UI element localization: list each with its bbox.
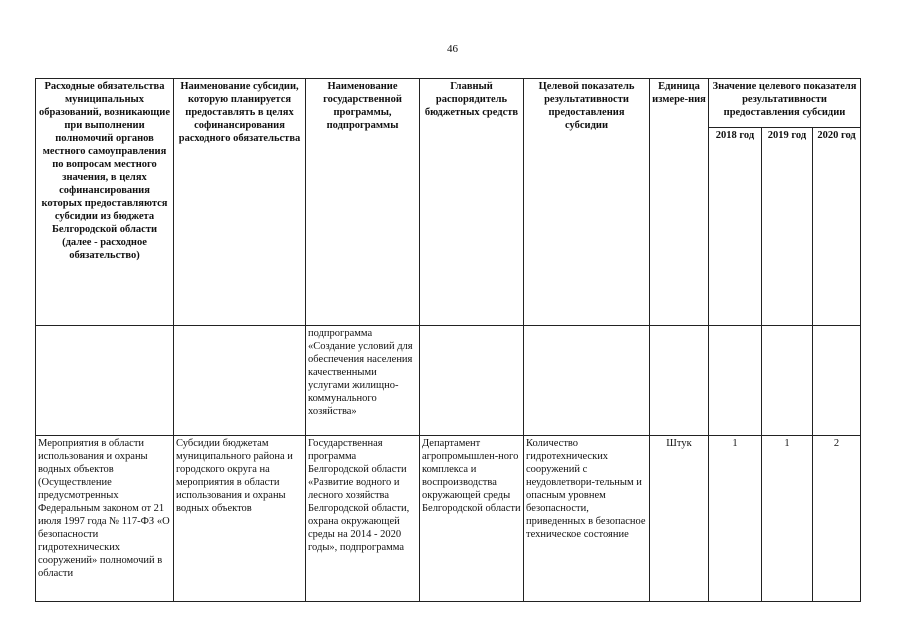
header-obligations: Расходные обязательства муниципальных образований, возникающие при выполнении полномочий органов местного самоуправления по вопросам местного значения, в целях софинансирования которых предоставляются субсидии из бюджета Белгородской области (далее - расходное обязательство)	[36, 79, 174, 326]
row1-administrator	[420, 326, 524, 436]
header-administrator: Главный распорядитель бюджетных средств	[420, 79, 524, 326]
row1-subsidy-name	[174, 326, 306, 436]
row2-unit: Штук	[650, 436, 709, 602]
header-row	[36, 79, 861, 128]
header-subsidy-name: Наименование субсидии, которую планируется предоставлять в целях софинансирования расходного обязательства	[174, 79, 306, 326]
row2-administrator: Департамент агропромышлен-ного комплекса и воспроизводства окружающей среды Белгородской области	[420, 436, 524, 602]
row2-v2018: 1	[709, 436, 762, 602]
row2-v2019: 1	[762, 436, 813, 602]
row2-target-indicator: Количество гидротехнических сооружений с неудовлетвори-тельным и опасным уровнем безопасности, приведенных в безопасное техническое состояние	[524, 436, 650, 602]
row1-v2020	[813, 326, 861, 436]
row1-v2018	[709, 326, 762, 436]
header-program: Наименование государственной программы, подпрограммы	[306, 79, 420, 326]
header-indicator-values: Значение целевого показателя результативности предоставления субсидии	[709, 79, 861, 128]
row2-v2020: 2	[813, 436, 861, 602]
header-unit: Единица измере-ния	[650, 79, 709, 326]
row2-obligations: Мероприятия в области использования и охраны водных объектов (Осуществление предусмотренных Федеральным законом от 21 июля 1997 года № 117-ФЗ «О безопасности гидротехнических сооружений» полномочий в области	[36, 436, 174, 602]
row1-target-indicator	[524, 326, 650, 436]
row2-subsidy-name: Субсидии бюджетам муниципального района и городского округа на мероприятия в области использования и охраны водных объектов	[174, 436, 306, 602]
row1-program: подпрограмма «Создание условий для обеспечения населения качественными услугами жилищно-коммунального хозяйства»	[306, 326, 420, 436]
header-target-indicator: Целевой показатель результативности предоставления субсидии	[524, 79, 650, 326]
table-row	[36, 436, 861, 602]
subsidy-table	[35, 78, 861, 602]
header-year-2020: 2020 год	[813, 127, 861, 325]
row1-obligations	[36, 326, 174, 436]
page-number: 46	[447, 43, 458, 55]
row2-program: Государственная программа Белгородской области «Развитие водного и лесного хозяйства Белгородской области, охрана окружающей среды на 2014 - 2020 годы», подпрограмма	[306, 436, 420, 602]
table-row	[36, 326, 861, 436]
header-year-2019: 2019 год	[762, 127, 813, 325]
row1-unit	[650, 326, 709, 436]
header-year-2018: 2018 год	[709, 127, 762, 325]
row1-v2019	[762, 326, 813, 436]
